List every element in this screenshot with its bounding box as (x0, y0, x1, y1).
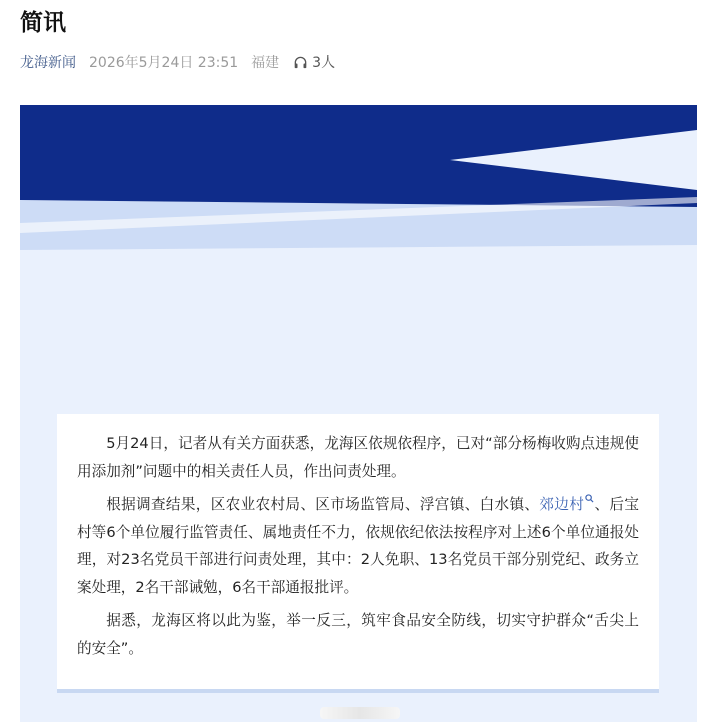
card-divider (57, 689, 659, 693)
paragraph-2 (77, 491, 639, 601)
region-label: 福建 (251, 55, 280, 71)
village-link[interactable]: 郊边村 (539, 496, 585, 513)
notice-card (57, 414, 659, 691)
paragraph-2-start: 根据调查结果，区农业农村局、区市场监管局、浮宫镇、白水镇、 (106, 496, 540, 513)
listener-count: 3人 (312, 55, 336, 71)
article-meta (20, 52, 335, 72)
paragraph-1: 5月24日，记者从有关方面获悉，龙海区依规依程序，已对“部分杨梅收购点违规使用添加剂”问题中的相关责任人员，作出问责处理。 (77, 435, 639, 480)
banner-graphic (20, 105, 697, 255)
source-link[interactable]: 龙海新闻 (20, 55, 76, 71)
publish-time: 2026年5月24日 23:51 (89, 55, 239, 71)
paragraph-3: 据悉，龙海区将以此为鉴，举一反三，筑牢食品安全防线，切实守护群众“舌尖上的安全”。 (77, 612, 639, 657)
page-title: 简讯 (20, 10, 66, 36)
paragraph-2-rest: 、后宝村等6个单位履行监管责任、属地责任不力，依规依纪依法按程序对上述6个单位通报处理，对23名党员干部进行问责处理，其中：2人免职、13名党员干部分别党纪、政务立案处理，2名干部诫勉，6名干部通报批评。 (77, 496, 639, 596)
search-icon[interactable] (585, 494, 594, 503)
loading-placeholder (320, 707, 400, 719)
listen-button[interactable] (293, 52, 335, 72)
article-image (20, 105, 697, 722)
headphones-icon (293, 55, 308, 70)
